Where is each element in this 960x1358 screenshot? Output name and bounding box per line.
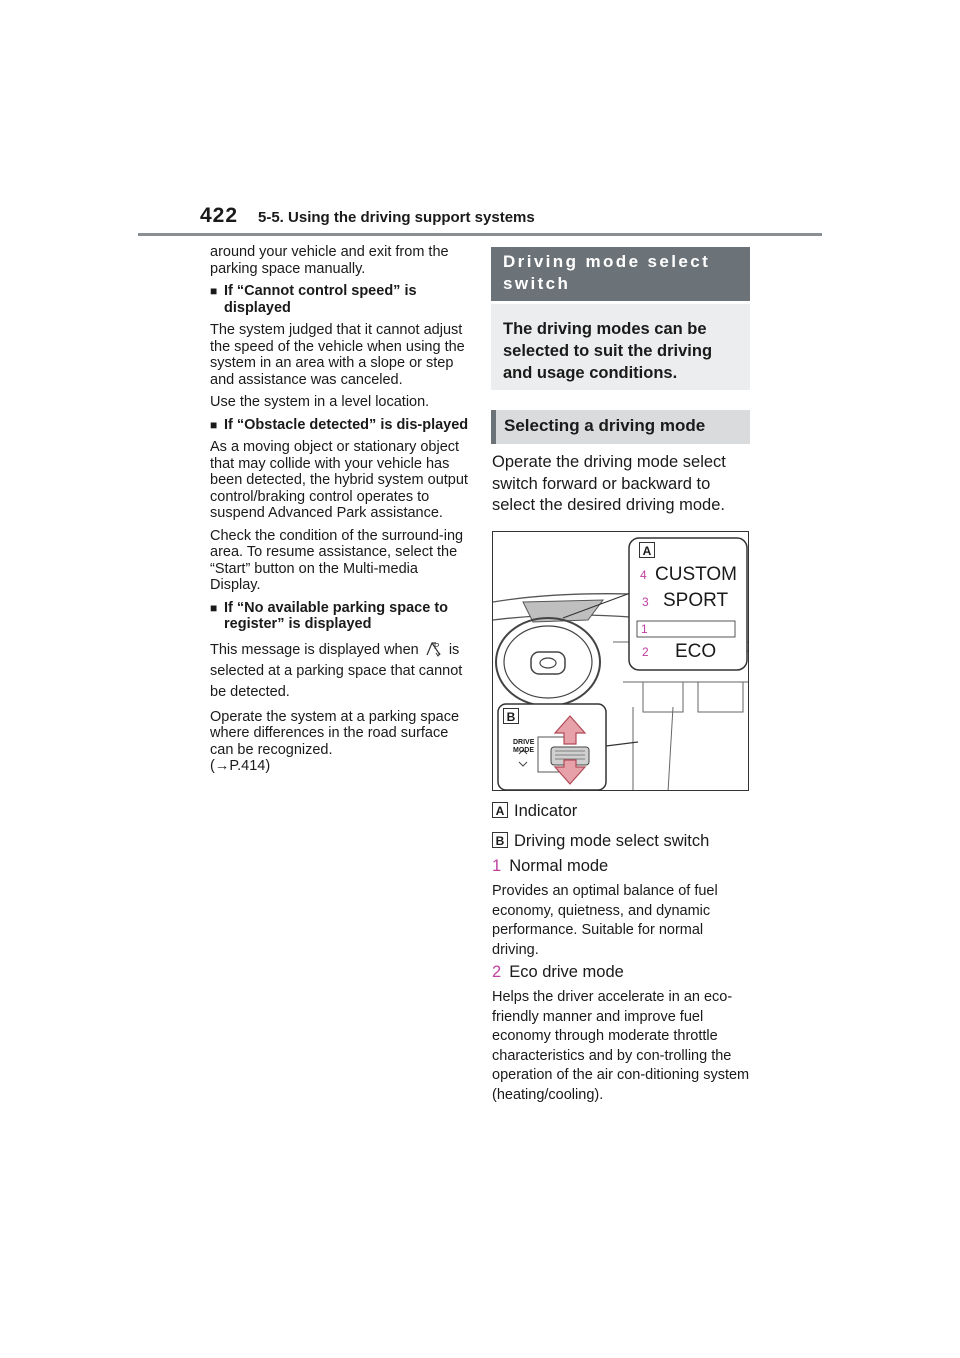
mode-number: 2 — [492, 963, 502, 981]
callout-a: A — [639, 542, 655, 558]
section-title: 5-5. Using the driving support systems — [258, 209, 535, 226]
mode-heading: 1 Normal mode — [492, 857, 609, 875]
mode-heading: 2 Eco drive mode — [492, 963, 624, 981]
parking-pin-icon — [423, 639, 445, 657]
indicator-number: 3 — [642, 595, 649, 609]
page-number: 422 — [200, 204, 239, 227]
callout-b: B — [503, 708, 519, 724]
square-bullet-icon: ■ — [210, 417, 218, 432]
left-column — [210, 244, 472, 781]
paragraph: This message is displayed when P is selected at a parking space that cannot be detected. — [210, 639, 472, 703]
section-banner-description: The driving modes can be selected to suit the driving and usage conditions. — [491, 304, 750, 390]
subheading: ■ If “Cannot control speed” is displayed — [210, 283, 417, 316]
dashboard-illustration — [492, 531, 749, 791]
drive-mode-label: DRIVE MODE — [513, 739, 535, 754]
square-bullet-icon: ■ — [210, 600, 218, 615]
subheading: ■ If “Obstacle detected” is dis-played — [210, 416, 469, 433]
indicator-label-custom: CUSTOM — [655, 564, 737, 585]
subheading: ■ If “No available parking space to register” is displayed — [210, 599, 449, 632]
legend-key: B — [492, 832, 508, 848]
svg-text:P: P — [433, 641, 440, 651]
paragraph: Operate the system at a parking space where differences in the road surface can be recognized. (→P.414) — [210, 708, 460, 774]
indicator-number: 4 — [640, 568, 647, 582]
indicator-label-eco: ECO — [675, 641, 717, 662]
mode-description: Provides an optimal balance of fuel economy, quietness, and dynamic performance. Suitable for normal driving. — [492, 883, 718, 958]
section-banner-title: Driving mode select switch — [491, 247, 750, 301]
intro-paragraph: Operate the driving mode select switch forward or backward to select the desired driving mode. — [492, 453, 726, 514]
square-bullet-icon: ■ — [210, 284, 218, 298]
indicator-number: 2 — [642, 645, 649, 659]
mode-number: 1 — [492, 857, 502, 875]
paragraph: Check the condition of the surround-ing area. To resume assistance, select the “Start” button on the Multi-media Display. — [210, 527, 464, 593]
indicator-number: 1 — [641, 622, 648, 636]
legend-key: A — [492, 802, 508, 818]
paragraph: around your vehicle and exit from the parking space manually. — [210, 244, 449, 277]
indicator-label-sport: SPORT — [663, 590, 729, 611]
legend-item: A Indicator — [492, 802, 577, 821]
legend-item: B Driving mode select switch — [492, 832, 709, 851]
paragraph: As a moving object or stationary object that may collide with your vehicle has been detected, the hybrid system output control/braking control operates to suspend Advanced Park assistance. — [210, 439, 468, 521]
paragraph: The system judged that it cannot adjust the speed of the vehicle when using the system in an area with a slope or step and assistance was canceled. — [210, 322, 465, 388]
paragraph: Use the system in a level location. — [210, 394, 430, 410]
subsection-heading: Selecting a driving mode — [491, 410, 750, 444]
mode-description: Helps the driver accelerate in an eco-friendly manner and improve fuel economy through moderate throttle characteristics and by con-trolling the operation of the air con-ditioning system (heating/cooling). — [492, 989, 750, 1103]
header-rule — [138, 233, 822, 236]
